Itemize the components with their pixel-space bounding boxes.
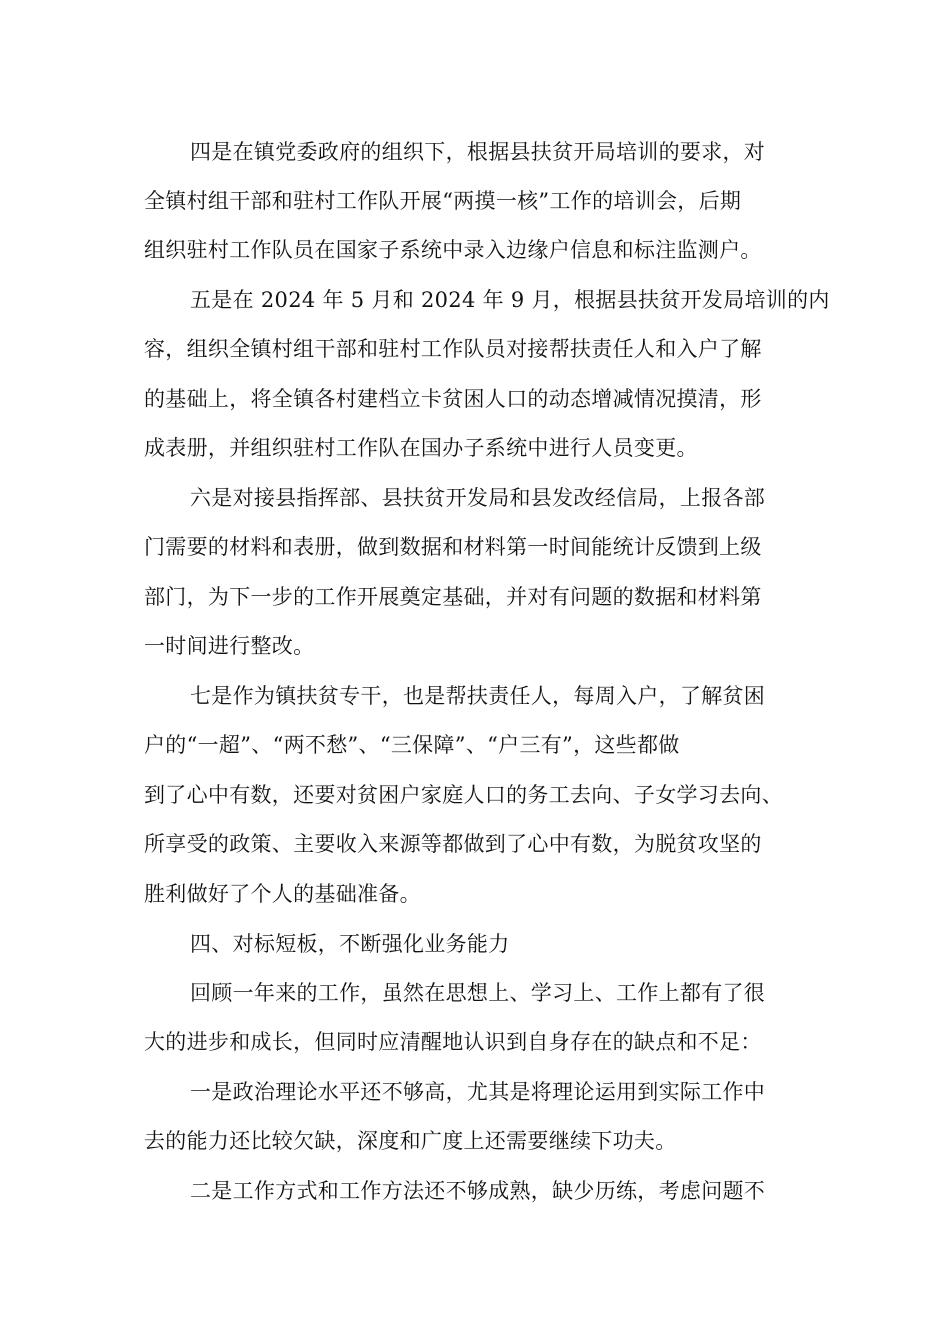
review-paragraph-line-1: 回顾一年来的工作，虽然在思想上、学习上、工作上都有了很 [190,981,766,1005]
paragraph-7-line-4: 所享受的政策、主要收入来源等都做到了心中有数，为脱贫攻坚的 [144,832,762,856]
shortcoming-1-line-1: 一是政治理论水平还不够高，尤其是将理论运用到实际工作中 [190,1080,766,1104]
paragraph-7-line-5: 胜利做好了个人的基础准备。 [144,882,421,906]
paragraph-7-line-2: 户的“一超”、“两不愁”、“三保障”、“户三有”，这些都做 [144,733,680,757]
paragraph-5-line-2: 容，组织全镇村组干部和驻村工作队员对接帮扶责任人和入户了解 [144,337,762,361]
paragraph-7-line-1: 七是作为镇扶贫专干，也是帮扶责任人，每周入户，了解贫困 [190,684,766,708]
paragraph-7-line-3: 到了心中有数，还要对贫困户家庭人口的务工去向、子女学习去向、 [144,783,783,807]
paragraph-5-line-4: 成表册，并组织驻村工作队在国办子系统中进行人员变更。 [144,436,698,460]
paragraph-5-line-1: 五是在 2024 年 5 月和 2024 年 9 月，根据县扶贫开发局培训的内 [190,288,830,312]
shortcoming-1-line-2: 去的能力还比较欠缺，深度和广度上还需要继续下功夫。 [144,1129,677,1153]
section-heading: 四、对标短板，不断强化业务能力 [190,932,510,956]
paragraph-6-line-4: 一时间进行整改。 [144,634,315,658]
review-paragraph-line-2: 大的进步和成长，但同时应清醒地认识到自身存在的缺点和不足： [144,1030,762,1054]
paragraph-6-line-3: 部门，为下一步的工作开展奠定基础，并对有问题的数据和材料第 [144,585,762,609]
shortcoming-2-line-1: 二是工作方式和工作方法还不够成熟，缺少历练，考虑问题不 [190,1179,766,1203]
paragraph-6-line-2: 门需要的材料和表册，做到数据和材料第一时间能统计反馈到上级 [144,535,762,559]
paragraph-4-line-3: 组织驻村工作队员在国家子系统中录入边缘户信息和标注监测户。 [144,238,762,262]
paragraph-4-line-1: 四是在镇党委政府的组织下，根据县扶贫开局培训的要求，对 [190,140,766,164]
paragraph-5-line-3: 的基础上，将全镇各村建档立卡贫困人口的动态增减情况摸清，形 [144,387,762,411]
paragraph-4-line-2: 全镇村组干部和驻村工作队开展“两摸一核”工作的培训会，后期 [144,189,742,213]
paragraph-6-line-1: 六是对接县指挥部、县扶贫开发局和县发改经信局，上报各部 [190,486,766,510]
